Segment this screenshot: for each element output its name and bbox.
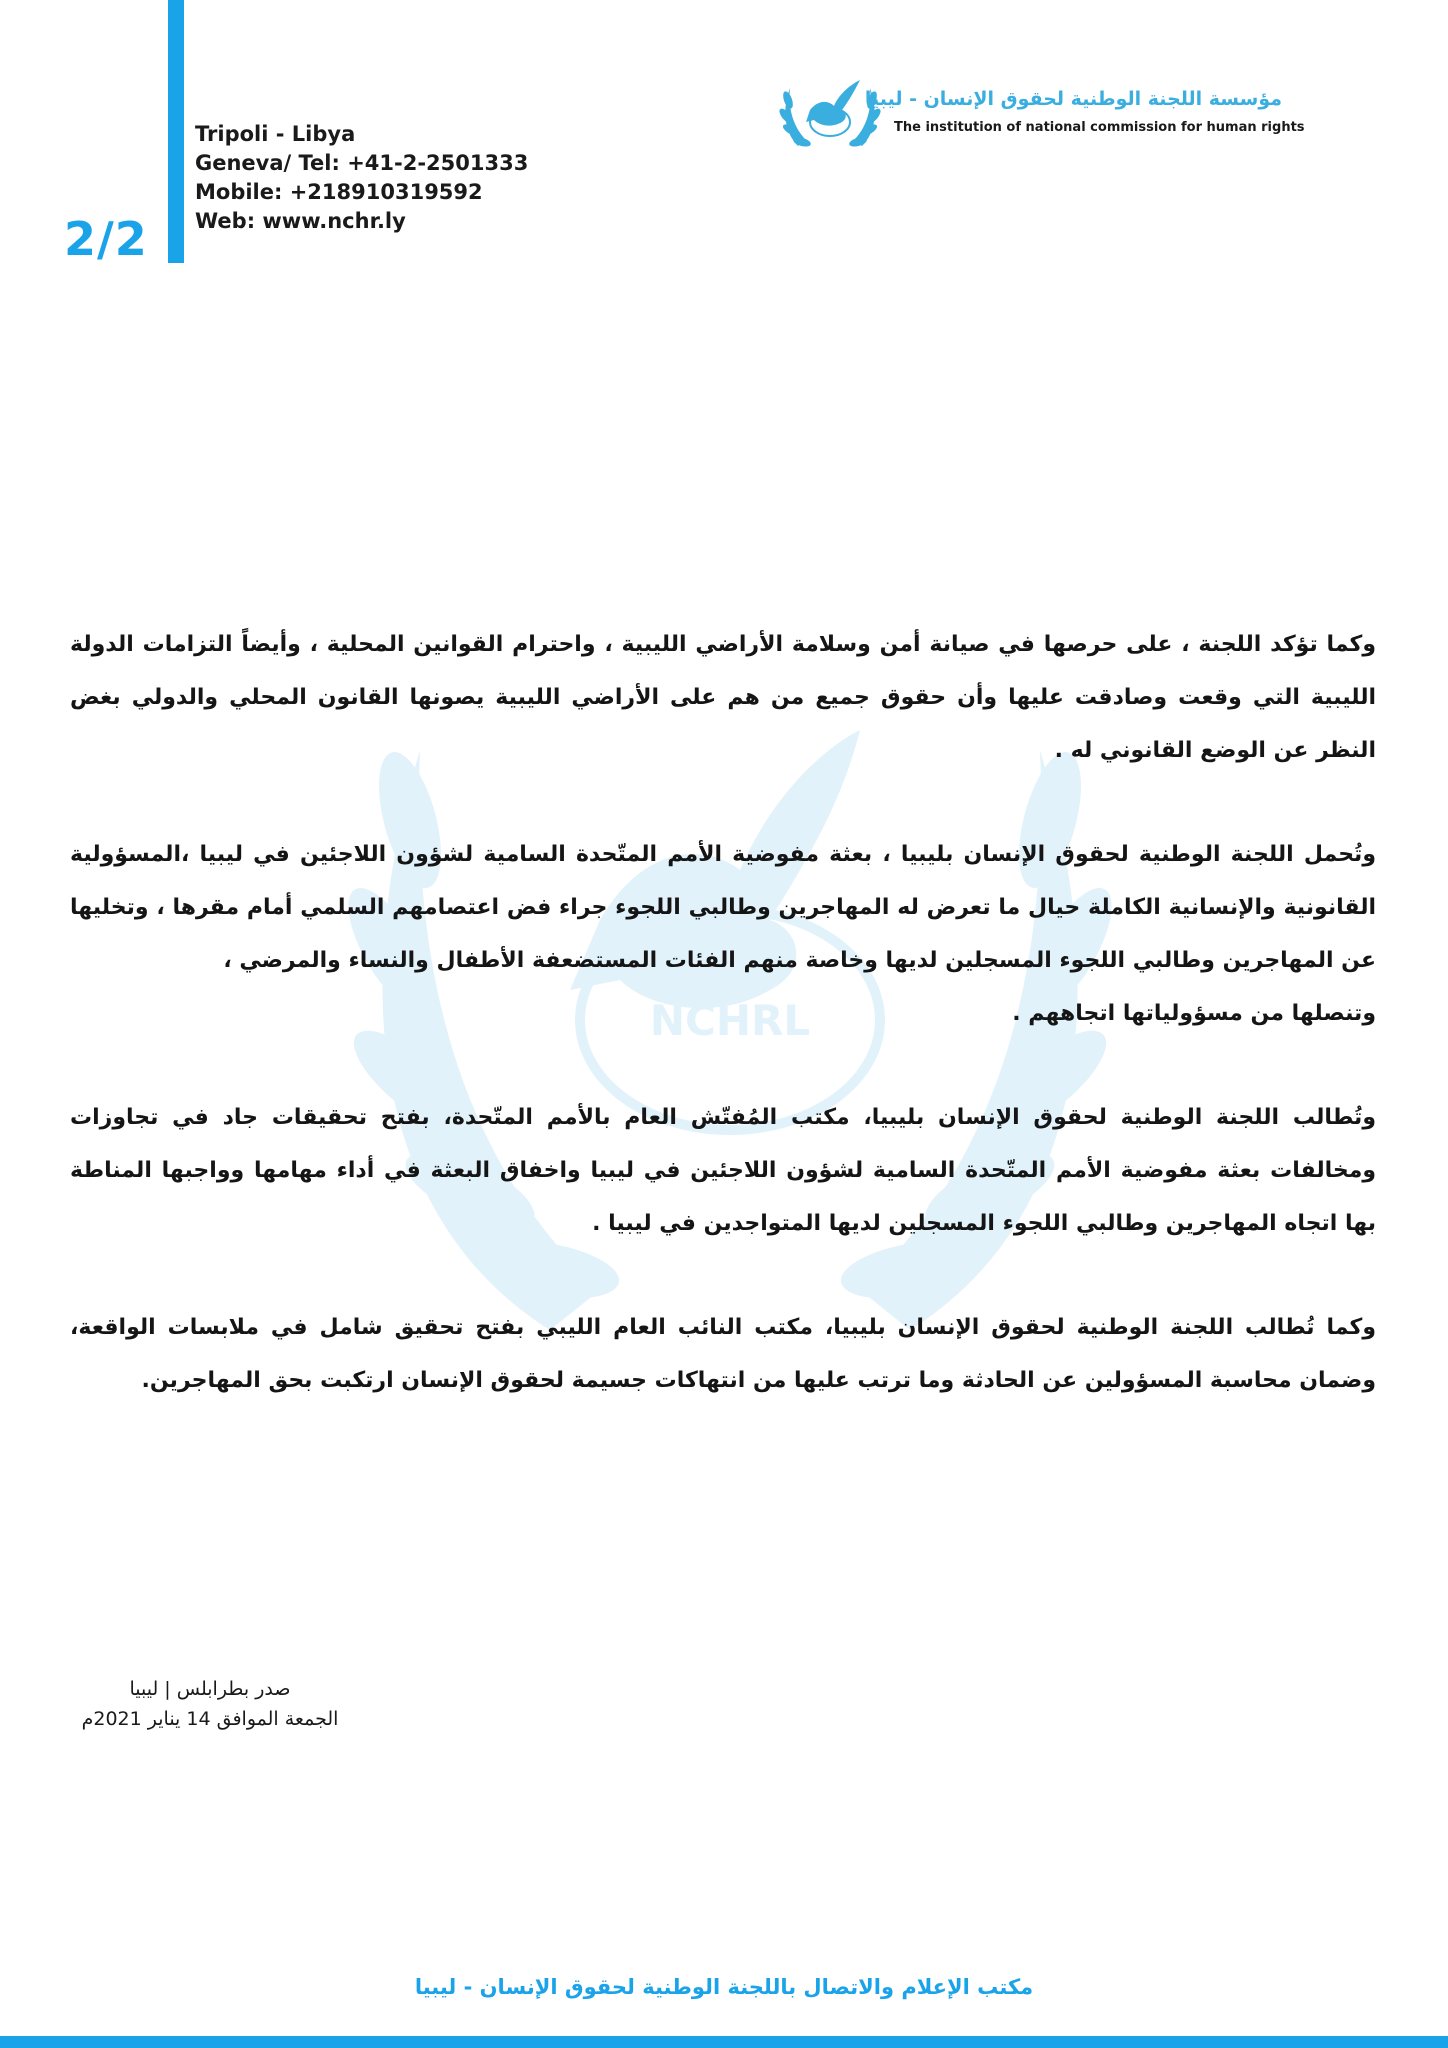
issued-date: الجمعة الموافق 14 يناير 2021م bbox=[81, 1708, 339, 1730]
header-accent-bar bbox=[168, 0, 184, 263]
footer-accent-bar bbox=[0, 2036, 1448, 2048]
statement-body bbox=[70, 618, 1376, 1458]
watermark-text: NCHRL bbox=[649, 996, 811, 1045]
contact-web: Web: www.nchr.ly bbox=[195, 209, 406, 233]
page-number: 2/2 bbox=[64, 212, 148, 266]
paragraph: وتُطالب اللجنة الوطنية لحقوق الإنسان بليبيا، مكتب المُفتّش العام بالأمم المتّحدة، بفتح تحقيقات جاد في تجاوزات ومخالفات بعثة مفوضية الأمم المتّحدة السامية لشؤون اللاجئين في ليبيا واخفاق البعثة في أداء مهامها وواجبها المناطة بها اتجاه المهاجرين وطالبي اللجوء المسجلين لديها المتواجدين في ليبيا . bbox=[70, 1105, 1376, 1236]
contact-city: Tripoli - Libya bbox=[195, 122, 356, 146]
paragraph: وتُحمل اللجنة الوطنية لحقوق الإنسان بليبيا ، بعثة مفوضية الأمم المتّحدة السامية لشؤون اللاجئين في ليبيا ،المسؤولية القانونية والإنسانية الكاملة حيال ما تعرض له المهاجرين وطالبي اللجوء جراء فض اعتصامهم السلمي أمام مقرها ، وتخليها عن المهاجرين وطالبي اللجوء المسجلين لديها وخاصة منهم الفئات المستضعفة الأطفال والنساء والمرضي ، bbox=[70, 842, 1376, 973]
dove-laurel-logo-icon bbox=[776, 66, 884, 156]
footer-office-name: مكتب الإعلام والاتصال باللجنة الوطنية لحقوق الإنسان - ليبيا bbox=[414, 1975, 1034, 1999]
organization-name-arabic: مؤسسة اللجنة الوطنية لحقوق الإنسان - ليبيا bbox=[864, 88, 1282, 110]
issued-place: صدر بطرابلس | ليبيا bbox=[129, 1678, 291, 1700]
contact-tel: Geneva/ Tel: +41-2-2501333 bbox=[195, 151, 529, 175]
contact-mobile: Mobile: +218910319592 bbox=[195, 180, 483, 204]
contact-block bbox=[195, 120, 615, 236]
paragraph: وكما تؤكد اللجنة ، على حرصها في صيانة أمن وسلامة الأراضي الليبية ، واحترام القوانين المحلية ، وأيضاً التزامات الدولة الليبية التي وقعت وصادقت عليها وأن حقوق جميع من هم على الأراضي الليبية يصونها القانون المحلي والدولي بغض النظر عن الوضع القانوني له . bbox=[70, 632, 1376, 763]
paragraph: وتنصلها من مسؤولياتها اتجاههم . bbox=[1012, 1001, 1376, 1026]
signoff-block bbox=[40, 1674, 380, 1734]
organization-name-english: The institution of national commission for human rights bbox=[894, 120, 1305, 135]
paragraph: وكما تُطالب اللجنة الوطنية لحقوق الإنسان بليبيا، مكتب النائب العام الليبي بفتح تحقيق شامل في ملابسات الواقعة، وضمان محاسبة المسؤولين عن الحادثة وما ترتب عليها من انتهاكات جسيمة لحقوق الإنسان ارتكبت بحق المهاجرين. bbox=[70, 1315, 1376, 1393]
organization-header bbox=[776, 66, 1306, 156]
